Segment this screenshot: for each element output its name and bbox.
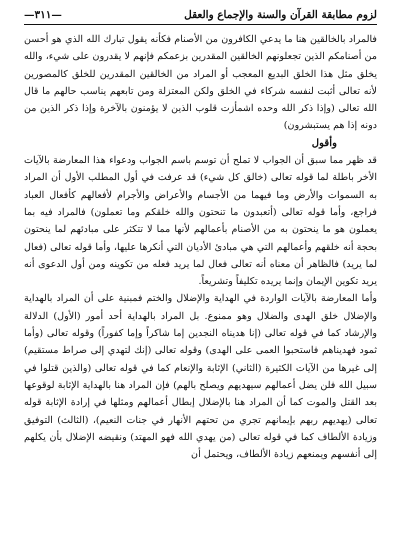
section-heading: وأقول — [311, 136, 337, 149]
page-number: —٣١١— — [24, 9, 62, 21]
running-header — [24, 6, 377, 25]
running-title: لزوم مطابقة القرآن والسنة والإجماع والعقل — [184, 9, 377, 21]
paragraph-3: وأما المعارضة بالآيات الواردة في الهداية والإضلال والختم فمبنية على أن المراد بالهداية والإضلال خلق الهدى والضلال وهو ممنوع. بل المراد بالهداية أحد أمور (الأول) الدلالة والإرشاد كما في قوله تعالى (إنا هديناه النجدين إما شاكراً وإما كفوراً) وقوله تعالى (وأما ثمود فهديناهم فاستحبوا العمى على الهدى) وقوله تعالى (إنك لتهدي إلى صراط مستقيم) إلى غيرها من الآيات الكثيرة (الثاني) الإثابة والإنعام كما في قوله تعالى (والذين قتلوا في سبيل الله فلن يضل أعمالهم سيهديهم ويصلح بالهم) فإن المراد هنا بالهداية الإثابة لوقوعها بعد القتل والموت كما أن المراد هنا بالإضلال إبطال أعمالهم ومثلها في إرادة الإثابة قوله تعالى (يهديهم ربهم بإيمانهم تجري من تحتهم الأنهار في جنات النعيم)، (الثالث) التوفيق وزيادة الألطاف كما في قوله تعالى (من يهدي الله فهو المهتد) ونقيضه الإضلال بأن يكلهم إلى أنفسهم ويمنعهم زيادة الألطاف، ويحتمل أن — [24, 293, 377, 461]
paragraph-2: قد ظهر مما سبق أن الجواب لا تملح أن توسم باسم الجواب ودعواء هذا المعارضة بالآيات الأخر باطلة لما قوله تعالى (خالق كل شيء) قد عرفت في أول المطلب الأول أن المراد به السموات والأرض وما فيهما من الأجسام والأعراض والأجرام لأفعالهم كأفعال العباد فراجع، وأما قوله تعالى (أتعبدون ما تنحتون والله خلقكم وما تعملون) فالمراد فيه بما يعملون هو ما ينحتون به من الأصنام بأعمالهم لأنها مما لا تتكثر على مبادئهم لما ينحتون بحجة أنه خلقهم وأعمالهم التي هي مبادئ الأديان التي أنكرها عليها، وأما قوله تعالى (فعال لما يريد) فالظاهر أن معناه أنه تعالى فعال لما يريد فعله من تكوينه ومن أول الدعوى أنه يريد تكوين الإيمان وإنما يريده تكليفاً وتشريعاً. — [24, 155, 377, 288]
paragraph-1: فالمراد بالخالقين هنا ما يدعي الكافرون من الأصنام فكأنه يقول تبارك الله الذي هو أحسن من أصنامكم الذين تجعلونهم الخالقين المقدرين بزعمكم فإنهم لا يقدرون على شيء، والله يخلق مثل هذا الخلق البديع المعجب أو المراد من الخالقين المقدرين للخلق كالمصورين لأنه تعالى أثبت لنفسه شركاء في الخلق ولكن المعتزلة ومن تابعهم يناسب حالهم ما قال الله تعالى (وإذا ذكر الله وحده اشمأزت قلوب الذين لا يؤمنون بالآخرة وإذا ذكر الذين من دونه إذا هم يستبشرون) — [24, 34, 377, 132]
page-body — [24, 31, 377, 463]
